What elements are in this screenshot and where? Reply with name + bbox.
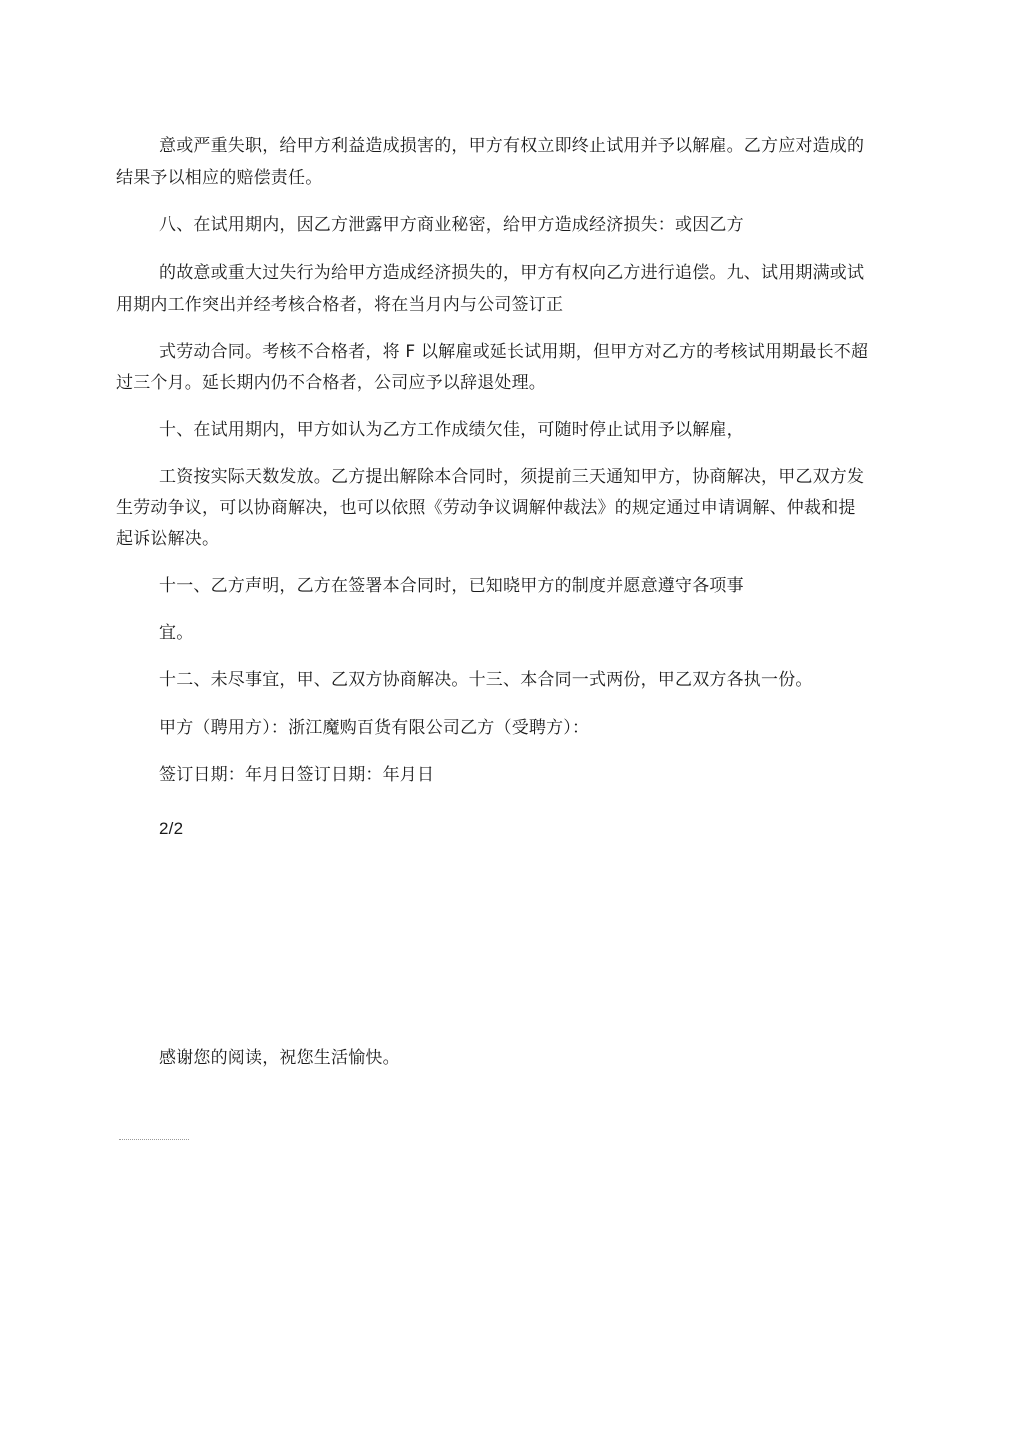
paragraph-line: 宜。	[159, 623, 194, 643]
paragraph-line: 式劳动合同。考核不合格者，将 F 以解雇或延长试用期，但甲方对乙方的考核试用期最长不超	[159, 342, 869, 362]
paragraph-line: 意或严重失职，给甲方利益造成损害的，甲方有权立即终止试用并予以解雇。乙方应对造成的	[159, 136, 865, 156]
page-number: 2/2	[159, 819, 184, 838]
paragraph-line: 八、在试用期内，因乙方泄露甲方商业秘密，给甲方造成经济损失：或因乙方	[159, 215, 744, 235]
paragraph-line: 十、在试用期内，甲方如认为乙方工作成绩欠佳，可随时停止试用予以解雇，	[159, 420, 744, 440]
dotted-divider	[119, 1139, 189, 1140]
paragraph-line: 结果予以相应的赔偿责任。	[116, 168, 323, 188]
paragraph-line: 的故意或重大过失行为给甲方造成经济损失的，甲方有权向乙方进行追偿。九、试用期满或试	[159, 263, 865, 283]
paragraph-line: 用期内工作突出并经考核合格者，将在当月内与公司签订正	[116, 295, 564, 315]
paragraph-line: 十一、乙方声明，乙方在签署本合同时，已知晓甲方的制度并愿意遵守各项事	[159, 576, 744, 596]
paragraph-line: 十二、未尽事宜，甲、乙双方协商解决。十三、本合同一式两份，甲乙双方各执一份。	[159, 670, 813, 690]
paragraph-line: 过三个月。延长期内仍不合格者，公司应予以辞退处理。	[116, 373, 546, 393]
paragraph-line: 起诉讼解决。	[116, 529, 220, 549]
signing-date-line: 签订日期：年月日签订日期：年月日	[159, 765, 435, 785]
party-line: 甲方（聘用方）：浙江魔购百货有限公司乙方（受聘方）：	[159, 718, 590, 738]
paragraph-line: 生劳动争议，可以协商解决，也可以依照《劳动争议调解仲裁法》的规定通过申请调解、仲裁和提	[116, 498, 856, 518]
paragraph-line: 工资按实际天数发放。乙方提出解除本合同时，须提前三天通知甲方，协商解决，甲乙双方发	[159, 467, 865, 487]
closing-note: 感谢您的阅读，祝您生活愉快。	[159, 1048, 400, 1068]
